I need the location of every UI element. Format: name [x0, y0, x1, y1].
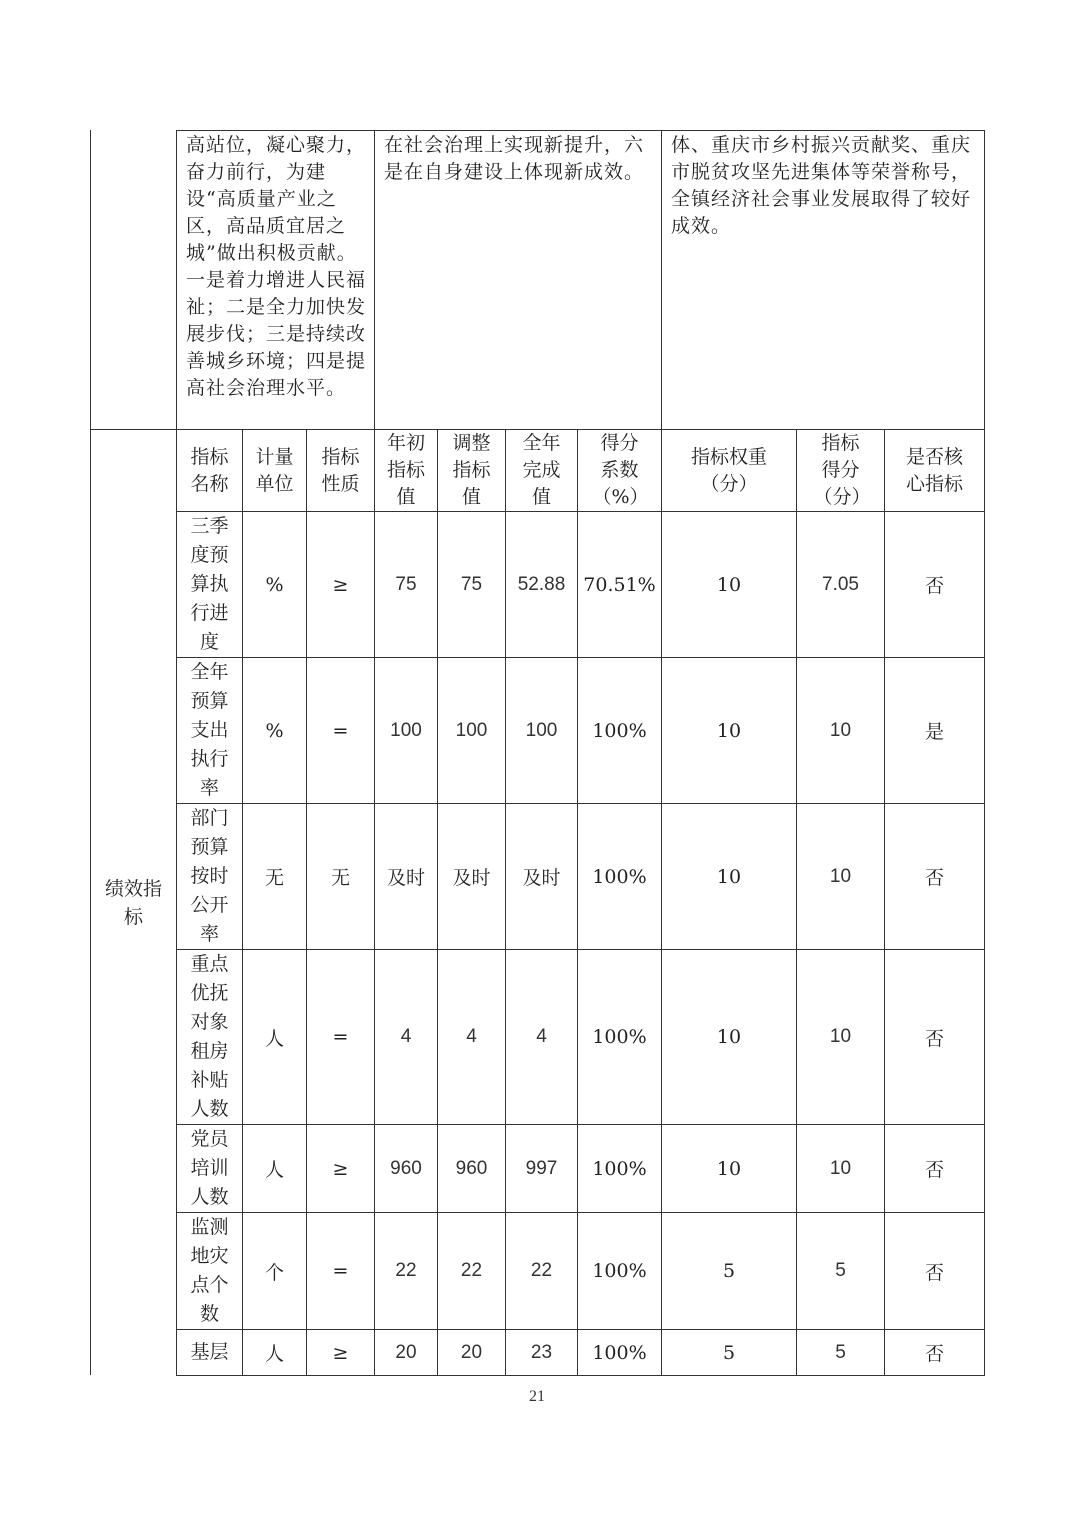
- cell-initial-text: 及时: [386, 867, 425, 889]
- cell-score: [797, 950, 884, 1124]
- header-weight: 指标权重（分）: [690, 445, 767, 495]
- cell-score: [797, 1213, 884, 1329]
- cell-initial-text: 4: [400, 1026, 412, 1047]
- cell-actual: [506, 1125, 577, 1212]
- cell-unit: [243, 1330, 306, 1375]
- cell-actual: [506, 512, 577, 657]
- cell-nature-text: =: [332, 719, 349, 742]
- cell-name-text: 重点优抚对象租房补贴人数: [190, 953, 229, 1120]
- table-bottom-border: [176, 1375, 985, 1376]
- cell-core: [885, 804, 984, 949]
- cell-weight: [662, 804, 796, 949]
- cell-coef: [578, 950, 661, 1124]
- cell-coef: [578, 804, 661, 949]
- cell-coef: [578, 1125, 661, 1212]
- header-coef: 得分系数（%）: [592, 432, 649, 508]
- goal-text-col3: 体、重庆市乡村振兴贡献奖、重庆市脱贫攻坚先进集体等荣誉称号，全镇经济社会事业发展取得了较好成效。: [671, 134, 972, 237]
- cell-initial: [375, 1213, 437, 1329]
- table-right-border: [984, 130, 985, 1375]
- cell-initial-text: 100: [390, 719, 422, 741]
- cell-adjusted: [438, 1213, 505, 1329]
- cell-core-text: 是: [924, 721, 944, 743]
- cell-score: [797, 804, 884, 949]
- cell-unit-text: 人: [264, 1343, 284, 1365]
- cell-unit-text: %: [265, 573, 284, 596]
- cell-core-text: 否: [924, 867, 944, 889]
- cell-coef-text: 100%: [592, 1026, 647, 1048]
- cell-name: [177, 658, 242, 803]
- cell-core: [885, 950, 984, 1124]
- cell-name: [177, 1330, 242, 1375]
- cell-actual-text: 100: [525, 719, 558, 741]
- cell-adjusted: [438, 1330, 505, 1375]
- cell-core-text: 否: [924, 1159, 944, 1181]
- cell-adjusted-text: 75: [460, 573, 483, 595]
- cell-unit-text: 个: [264, 1261, 284, 1284]
- cell-weight: [662, 1125, 796, 1212]
- header-name: 指标名称: [190, 445, 229, 495]
- cell-nature: [307, 1330, 374, 1375]
- cell-weight-text: 10: [716, 719, 742, 742]
- cell-nature-text: ≥: [332, 1157, 349, 1180]
- cell-initial: [375, 950, 437, 1124]
- cell-name-text: 基层: [190, 1341, 229, 1363]
- cell-nature: [307, 1213, 374, 1329]
- cell-adjusted: [438, 804, 505, 949]
- page-number: 21: [529, 1388, 545, 1405]
- cell-unit-text: 人: [264, 1159, 284, 1181]
- cell-adjusted: [438, 950, 505, 1124]
- cell-nature-text: ≥: [332, 573, 349, 596]
- header-initial: 年初指标值: [386, 432, 425, 508]
- cell-weight: [662, 950, 796, 1124]
- cell-score-text: 5: [835, 1260, 846, 1281]
- cell-actual-text: 4: [536, 1026, 547, 1047]
- cell-weight-text: 5: [722, 1341, 736, 1364]
- cell-name-text: 三季度预算执行进度: [190, 515, 229, 653]
- header-core: 是否核心指标: [905, 445, 963, 495]
- cell-score: [797, 1330, 884, 1375]
- cell-weight: [662, 1213, 796, 1329]
- cell-unit: [243, 950, 306, 1124]
- cell-adjusted: [438, 512, 505, 657]
- cell-actual: [506, 804, 577, 949]
- cell-weight-text: 10: [716, 1157, 742, 1180]
- cell-actual: [506, 950, 577, 1124]
- header-score: 指标得分（分）: [813, 432, 871, 508]
- cell-actual: [506, 1330, 577, 1375]
- section-label-cell: [91, 430, 176, 1375]
- cell-score-text: 7.05: [822, 573, 859, 595]
- cell-core: [885, 1125, 984, 1212]
- cell-nature-text: ≥: [332, 1341, 349, 1364]
- cell-unit-text: %: [265, 719, 284, 742]
- cell-core-text: 否: [924, 1027, 944, 1050]
- cell-adjusted-text: 及时: [452, 867, 491, 889]
- cell-unit: [243, 512, 306, 657]
- cell-initial-text: 20: [395, 1341, 417, 1363]
- cell-nature: [307, 658, 374, 803]
- cell-name-text: 党员培训人数: [190, 1128, 229, 1208]
- cell-adjusted-text: 960: [455, 1157, 488, 1179]
- table-top-border: [176, 130, 985, 131]
- cell-unit: [243, 1213, 306, 1329]
- cell-name: [177, 804, 242, 949]
- cell-actual-text: 22: [530, 1260, 553, 1281]
- cell-weight-text: 5: [722, 1260, 736, 1282]
- cell-score: [797, 658, 884, 803]
- cell-coef: [578, 512, 661, 657]
- cell-adjusted: [438, 658, 505, 803]
- goal-text-col2: 在社会治理上实现新提升，六是在自身建设上体现新成效。: [384, 134, 645, 183]
- cell-adjusted-text: 4: [466, 1026, 477, 1047]
- cell-core: [885, 658, 984, 803]
- cell-core-text: 否: [924, 1261, 944, 1284]
- cell-initial-text: 75: [395, 573, 417, 595]
- cell-core: [885, 1213, 984, 1329]
- cell-score-text: 10: [829, 719, 852, 741]
- cell-unit-text: 无: [264, 867, 284, 889]
- cell-score-text: 10: [829, 1026, 852, 1047]
- cell-weight: [662, 658, 796, 803]
- header-actual: 全年完成值: [522, 432, 561, 508]
- cell-initial-text: 22: [395, 1260, 417, 1281]
- cell-nature-text: =: [332, 1026, 349, 1048]
- header-unit: 计量单位: [255, 445, 294, 495]
- cell-actual: [506, 1213, 577, 1329]
- cell-coef: [578, 1330, 661, 1375]
- cell-name-text: 全年预算支出执行率: [190, 661, 229, 799]
- goal-text-col1: 高站位，凝心聚力，奋力前行，为建设“高质量产业之区，高品质宜居之城”做出积极贡献。一是着力增进人民福祉；二是全力加快发展步伐；三是持续改善城乡环境；四是提高社会治理水平。: [186, 134, 367, 399]
- cell-coef-text: 100%: [592, 1157, 647, 1180]
- cell-actual-text: 997: [525, 1157, 558, 1179]
- cell-nature-text: =: [332, 1260, 349, 1282]
- cell-nature: [307, 950, 374, 1124]
- cell-score-text: 10: [829, 865, 852, 887]
- cell-nature: [307, 804, 374, 949]
- cell-name: [177, 950, 242, 1124]
- cell-name: [177, 512, 242, 657]
- cell-coef-text: 100%: [592, 719, 647, 742]
- cell-adjusted-text: 22: [460, 1260, 483, 1281]
- cell-weight: [662, 512, 796, 657]
- cell-adjusted-text: 100: [455, 719, 488, 741]
- cell-unit: [243, 658, 306, 803]
- cell-coef-text: 70.51%: [583, 573, 656, 596]
- cell-weight-text: 10: [716, 573, 742, 596]
- cell-name-text: 部门预算按时公开率: [190, 807, 229, 945]
- cell-score: [797, 512, 884, 657]
- cell-actual-text: 52.88: [517, 573, 566, 595]
- cell-actual: [506, 658, 577, 803]
- cell-adjusted-text: 20: [460, 1341, 483, 1363]
- cell-initial-text: 960: [390, 1157, 422, 1179]
- cell-weight-text: 10: [716, 865, 742, 888]
- cell-unit: [243, 804, 306, 949]
- cell-name: [177, 1213, 242, 1329]
- cell-core-text: 否: [924, 1343, 944, 1365]
- cell-score: [797, 1125, 884, 1212]
- cell-initial: [375, 512, 437, 657]
- cell-adjusted: [438, 1125, 505, 1212]
- cell-coef-text: 100%: [592, 865, 647, 888]
- cell-weight-text: 10: [716, 1026, 742, 1048]
- cell-initial: [375, 658, 437, 803]
- cell-core: [885, 1330, 984, 1375]
- cell-name: [177, 1125, 242, 1212]
- cell-core-text: 否: [924, 575, 944, 597]
- cell-score-text: 5: [835, 1341, 846, 1363]
- cell-actual-text: 23: [530, 1341, 553, 1363]
- cell-initial: [375, 1125, 437, 1212]
- cell-nature-text: 无: [330, 867, 350, 889]
- header-adjusted: 调整指标值: [452, 432, 491, 508]
- header-nature: 指标性质: [321, 445, 360, 495]
- section-label: 绩效指标: [104, 877, 162, 928]
- cell-unit-text: 人: [264, 1027, 284, 1050]
- cell-score-text: 10: [829, 1157, 852, 1179]
- cell-nature: [307, 512, 374, 657]
- cell-initial: [375, 804, 437, 949]
- cell-name-text: 监测地灾点个数: [190, 1216, 229, 1325]
- cell-actual-text: 及时: [522, 867, 561, 889]
- cell-nature: [307, 1125, 374, 1212]
- cell-coef: [578, 1213, 661, 1329]
- cell-initial: [375, 1330, 437, 1375]
- cell-coef-text: 100%: [592, 1341, 647, 1364]
- cell-core: [885, 512, 984, 657]
- cell-weight: [662, 1330, 796, 1375]
- cell-unit: [243, 1125, 306, 1212]
- cell-coef-text: 100%: [592, 1260, 647, 1282]
- cell-coef: [578, 658, 661, 803]
